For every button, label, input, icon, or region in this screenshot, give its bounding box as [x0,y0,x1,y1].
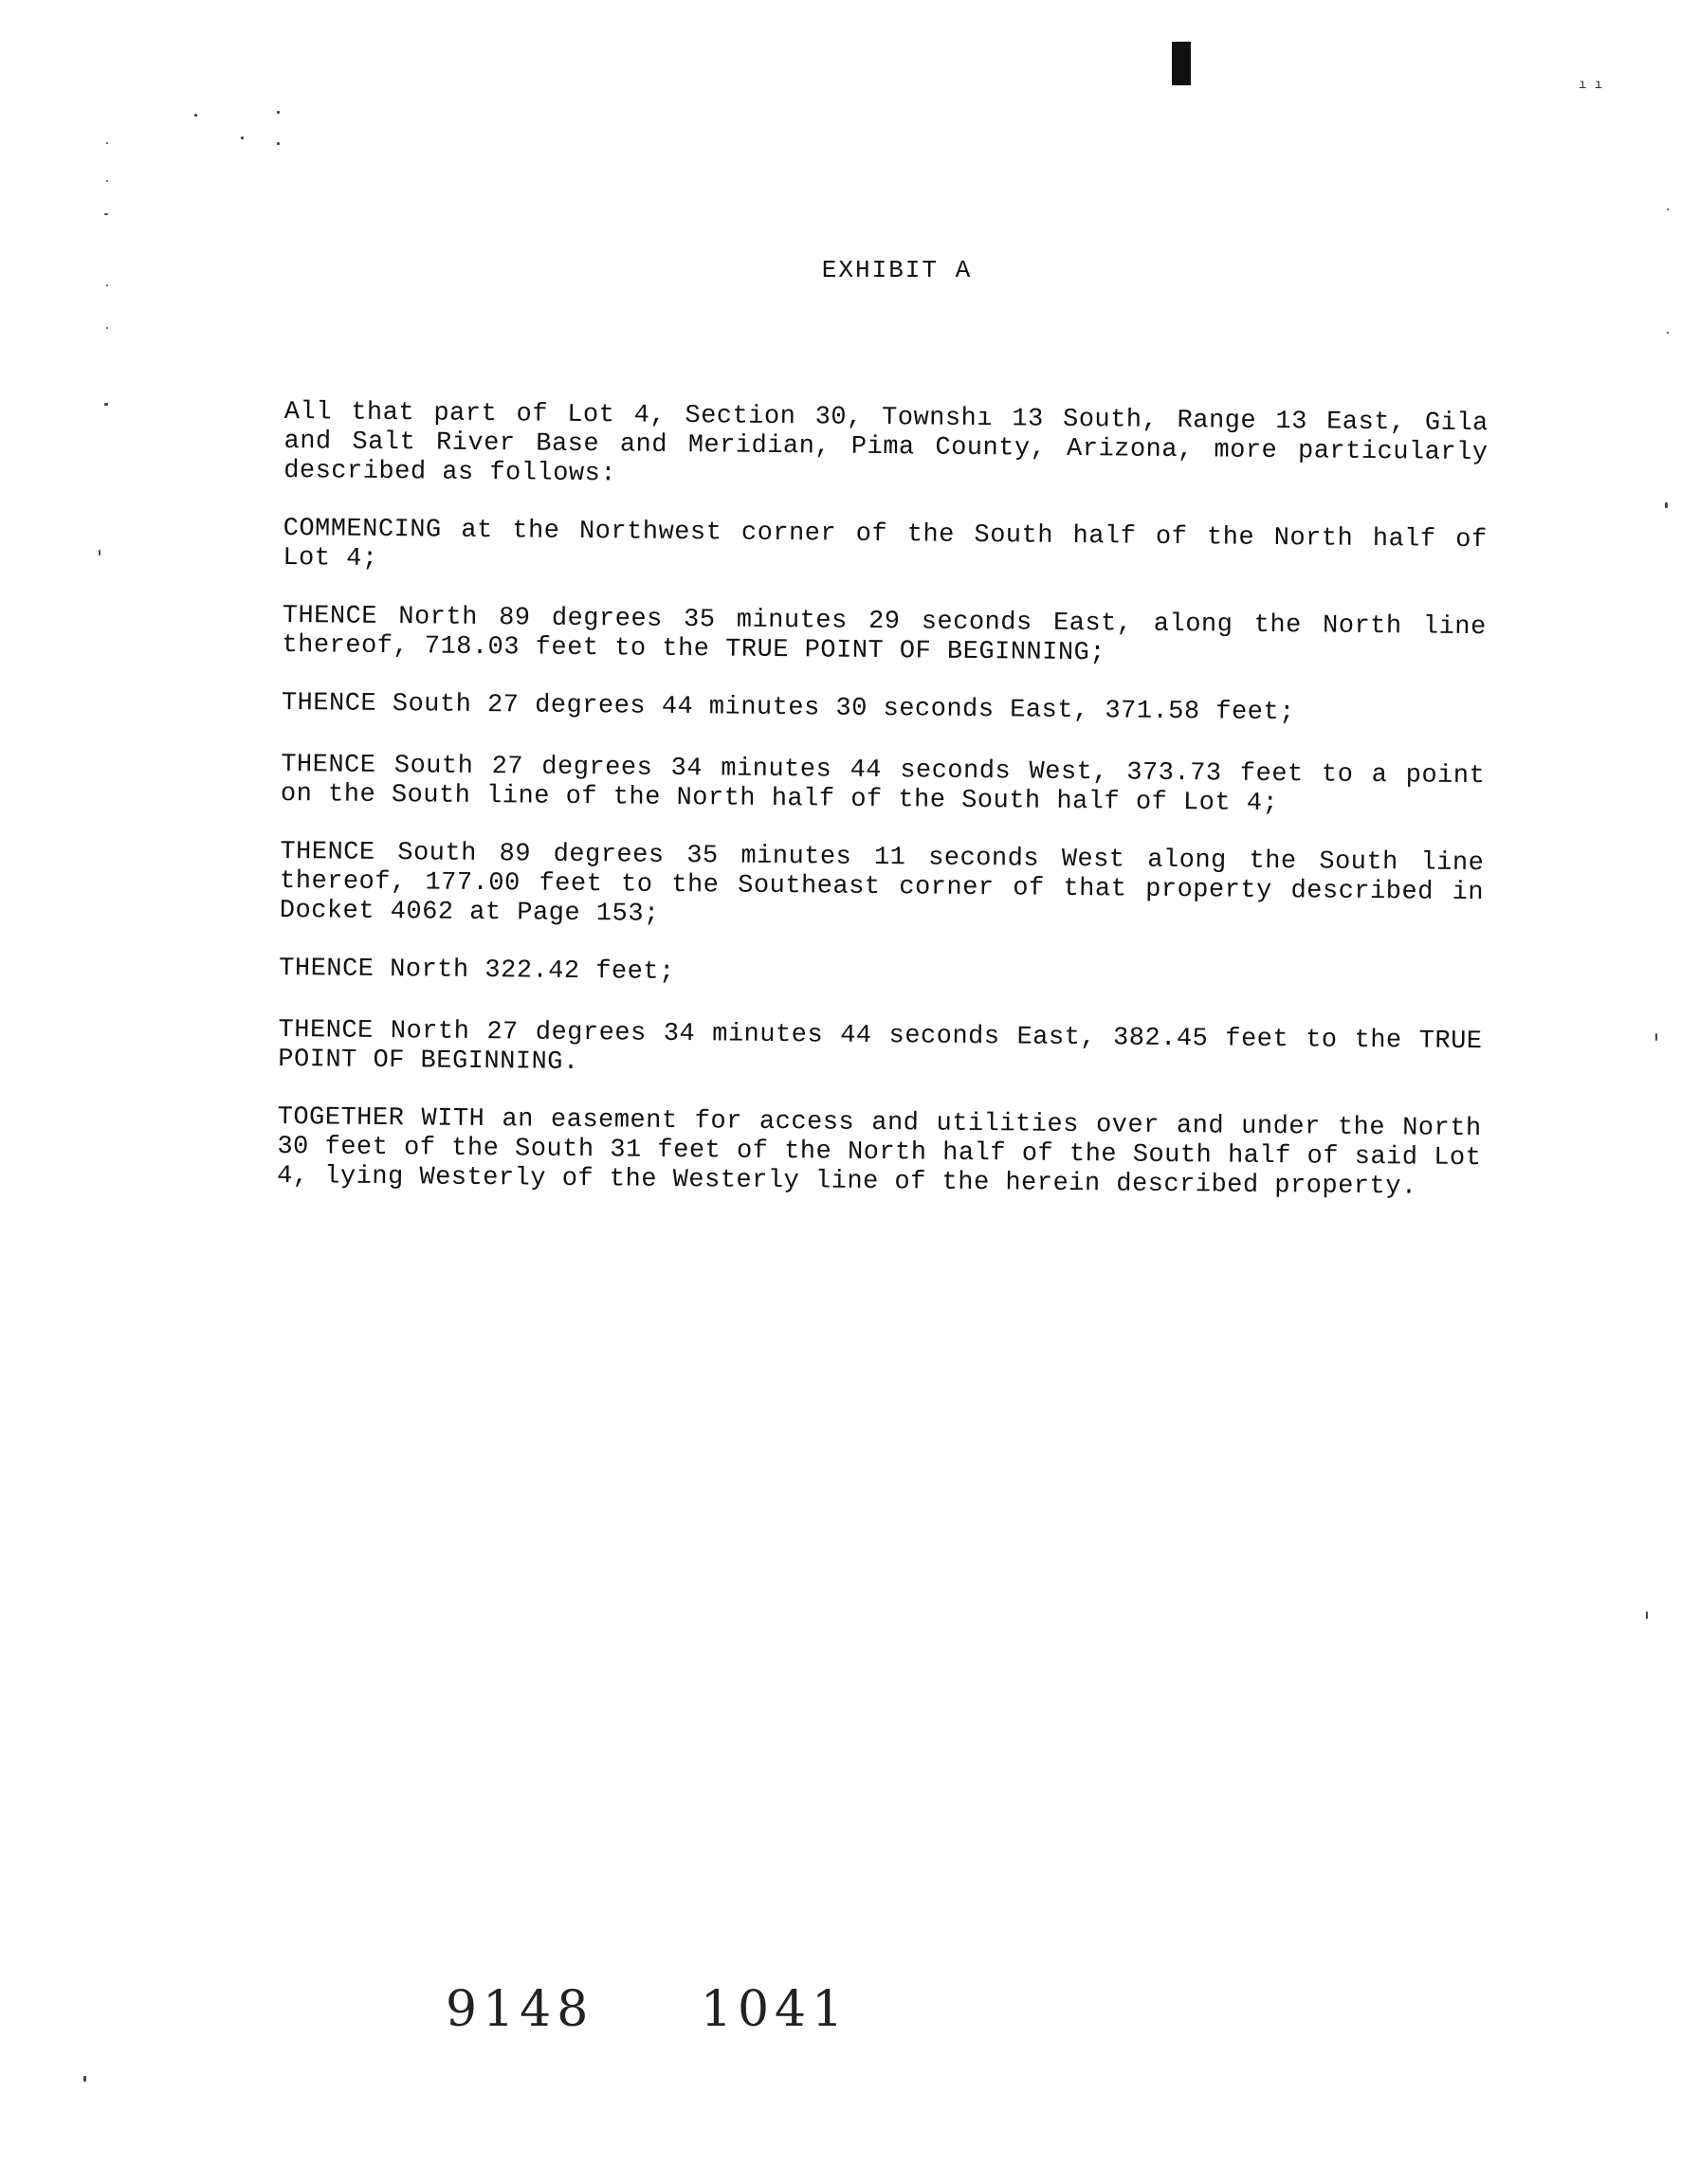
scan-speck [277,111,280,114]
scan-speck [1667,332,1669,334]
scan-speck [104,213,108,215]
scan-speck [83,2076,86,2082]
scan-speck [277,142,280,145]
paragraph-course-5: THENCE North 322.42 feet; [279,954,675,987]
page-number: 1041 [700,1981,850,2038]
recording-numbers [446,1981,934,2038]
scan-speck [194,114,197,117]
scan-speck [1665,502,1668,508]
legal-description [277,398,1489,1231]
scan-speck [1655,1033,1657,1041]
paragraph-commencing: COMMENCING at the Northwest corner of the South half of the North half of Lot 4; [283,514,1488,573]
scan-speck [1646,1611,1648,1619]
docket-number: 9148 [446,1981,594,2038]
scan-artifact-bar [1172,42,1191,85]
scan-speck [241,136,244,139]
scan-speck [99,550,100,555]
scan-speck [106,284,108,286]
corner-mark: ı ı [1579,78,1603,93]
paragraph-course-1: THENCE North 89 degrees 35 minutes 29 seconds East, along the North line thereof, 718.03 feet to the TRUE POINT OF BEGINNING; [282,601,1487,668]
paragraph-intro: All that part of Lot 4, Section 30, Townshı 13 South, Range 13 East, Gila and Salt River Base and Meridian, Pima County, Arizona, more particularly described as follows: [283,398,1489,489]
paragraph-course-3: THENCE South 27 degrees 34 minutes 44 seconds West, 373.73 feet to a point on the South line of the North half of the South half of Lot 4; [280,750,1486,819]
paragraph-easement: TOGETHER WITH an easement for access and utilities over and under the North 30 feet of the South 31 feet of the North half of the South half of said Lot 4, lying Westerly of the Westerly line of the herein described property. [276,1102,1482,1202]
paragraph-course-6: THENCE North 27 degrees 34 minutes 44 seconds East, 382.45 feet to the TRUE POINT OF BEGINNING. [278,1015,1483,1078]
scan-speck [106,327,108,329]
paragraph-course-4: THENCE South 89 degrees 35 minutes 11 seconds West along the South line thereof, 177.00 feet to the Southeast corner of that property described in Docket 4062 at Page 153; [279,837,1485,929]
exhibit-title: EXHIBIT A [821,256,973,284]
scan-speck [104,403,108,406]
paragraph-course-2: THENCE South 27 degrees 44 minutes 30 seconds East, 371.58 feet; [281,688,1295,728]
scan-speck [106,180,108,182]
scan-speck [1667,209,1669,210]
scan-speck [106,142,108,144]
